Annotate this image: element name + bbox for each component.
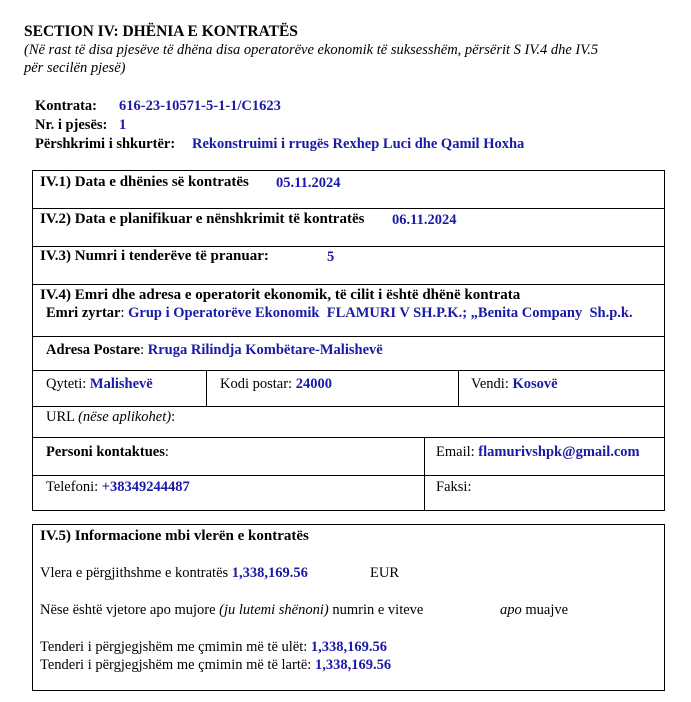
- part-label: Nr. i pjesës:: [35, 117, 108, 133]
- duration-apo: apo: [500, 602, 522, 618]
- iv1-value: 05.11.2024: [276, 175, 341, 191]
- highest-tender-label: Tenderi i përgjegjshëm me çmimin më të lartë:: [40, 657, 312, 673]
- highest-tender-row: [40, 657, 391, 674]
- url-note: (nëse aplikohet): [78, 409, 172, 425]
- total-label: Vlera e përgjithshme e kontratës: [40, 565, 229, 581]
- contract-number-value: 616-23-10571-5-1-1/C1623: [119, 98, 281, 114]
- postal-value: 24000: [295, 376, 332, 392]
- desc-label: Përshkrimi i shkurtër:: [35, 136, 176, 152]
- iv2-value: 06.11.2024: [392, 212, 457, 228]
- iv1-label: IV.1) Data e dhënies së kontratës: [40, 174, 249, 190]
- iv5-label: IV.5) Informacione mbi vlerën e kontratës: [40, 528, 309, 544]
- city-label: Qyteti:: [46, 376, 87, 392]
- iv2-label: IV.2) Data e planifikuar e nënshkrimit të kontratës: [40, 211, 365, 227]
- official-name-value: Grup i Operatorëve Ekonomik FLAMURI V SH.P.K.; „Benita Company Sh.p.k.: [128, 305, 633, 321]
- duration-months-row: [500, 602, 568, 619]
- url-label: URL: [46, 409, 75, 425]
- duration-text: Nëse është vjetore apo mujore: [40, 602, 216, 618]
- lowest-tender-label: Tenderi i përgjegjshëm me çmimin më të ulët:: [40, 639, 308, 655]
- fax-row: [436, 479, 471, 496]
- phone-label: Telefoni:: [46, 479, 99, 495]
- highest-tender-value: 1,338,169.56: [314, 657, 392, 673]
- iv4-label: IV.4) Emri dhe adresa e operatorit ekonomik, të cilit i është dhënë kontrata: [40, 287, 521, 303]
- country-label: Vendi:: [471, 376, 509, 392]
- phone-value: +38349244487: [101, 479, 190, 495]
- phone-row: [46, 479, 190, 496]
- contract-number-label: Kontrata:: [35, 98, 98, 114]
- address-value: Rruga Rilindja Kombëtare-Malishevë: [147, 342, 383, 358]
- contact-row: Personi kontaktues:: [46, 444, 169, 460]
- country-value: Kosovë: [512, 376, 558, 392]
- part-value: 1: [119, 117, 127, 133]
- duration-text2: numrin e viteve: [332, 602, 424, 618]
- fax-label: Faksi:: [436, 479, 472, 495]
- section-note-line1: (Në rast të disa pjesëve të dhëna disa operatorëve ekonomik të suksesshëm, përsërit S IV.4 dhe IV.5: [24, 42, 599, 58]
- section-title: SECTION IV: DHËNIA E KONTRATËS: [24, 23, 298, 40]
- duration-row: [40, 602, 423, 619]
- email-value: flamurivshpk@gmail.com: [478, 444, 640, 460]
- contact-label: Personi kontaktues: [46, 444, 165, 460]
- email-label: Email:: [436, 444, 475, 460]
- iv3-value: 5: [327, 249, 335, 265]
- official-name-label: Emri zyrtar: [46, 305, 121, 321]
- total-row: [40, 565, 308, 582]
- address-row: Adresa Postare: Rruga Rilindja Kombëtare-Malishevë: [46, 342, 383, 358]
- country-row: [471, 376, 558, 393]
- lowest-tender-row: [40, 639, 387, 656]
- duration-months: muajve: [525, 602, 569, 618]
- desc-value: Rekonstruimi i rrugës Rexhep Luci dhe Qamil Hoxha: [192, 136, 525, 152]
- lowest-tender-value: 1,338,169.56: [310, 639, 388, 655]
- postal-row: [220, 376, 332, 393]
- email-row: [436, 444, 640, 461]
- iv3-label: IV.3) Numri i tenderëve të pranuar:: [40, 248, 269, 264]
- address-label: Adresa Postare: [46, 342, 141, 358]
- official-name-row: Emri zyrtar: Grup i Operatorëve Ekonomik FLAMURI V SH.P.K.; „Benita Company Sh.p.k.: [46, 305, 633, 321]
- currency: EUR: [370, 565, 399, 581]
- duration-note: (ju lutemi shënoni): [219, 602, 329, 618]
- total-value: 1,338,169.56: [231, 565, 308, 581]
- section-note-line2: për secilën pjesë): [24, 60, 126, 76]
- city-value: Malishevë: [89, 376, 153, 392]
- city-row: [46, 376, 153, 393]
- url-row: URL (nëse aplikohet):: [46, 409, 176, 425]
- postal-label: Kodi postar:: [220, 376, 293, 392]
